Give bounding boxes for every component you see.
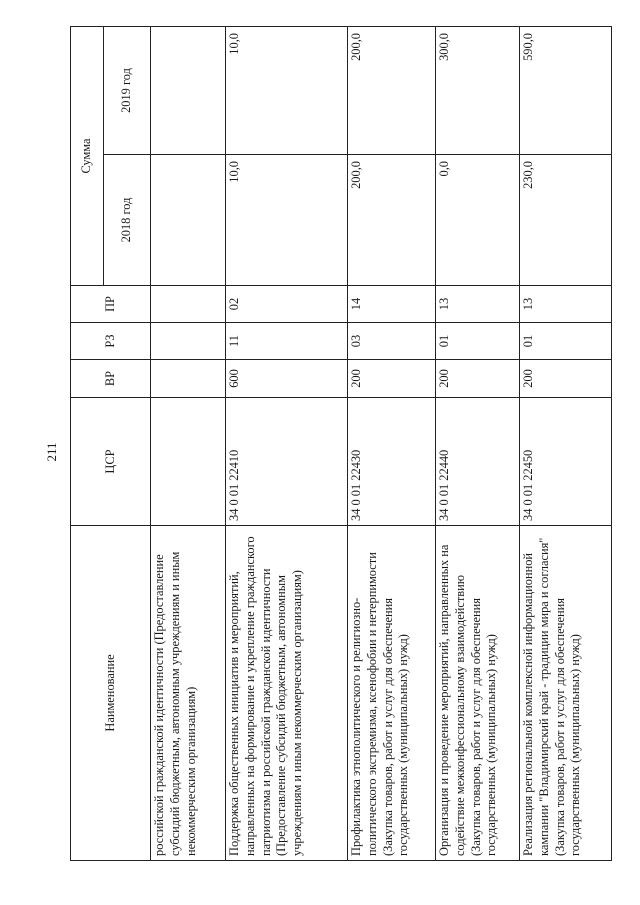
row-pr: 13	[436, 286, 520, 323]
budget-table	[70, 26, 612, 861]
row-name: Профилактика этнополитического и религиозно-политического экстремизма, ксенофобии и нетерпимости (Закупка товаров, работ и услуг для обеспечения государственных (муниципальных) нужд)	[348, 526, 436, 861]
row-pr	[151, 286, 226, 323]
header-name: Наименование	[71, 526, 151, 861]
header-2019: 2019 год	[104, 27, 151, 155]
row-2018	[151, 155, 226, 286]
row-2019: 590,0	[520, 27, 612, 155]
row-2019: 10,0	[226, 27, 348, 155]
row-2018: 10,0	[226, 155, 348, 286]
row-name: российской гражданской идентичности (Предоставление субсидий бюджетным, автономным учреждениям и иным некоммерческим организациям)	[151, 526, 226, 861]
row-csr: 34 0 01 22440	[436, 398, 520, 526]
row-vr: 600	[226, 360, 348, 398]
page-number: 211	[44, 442, 59, 462]
row-pr: 13	[520, 286, 612, 323]
row-name: Организация и проведение мероприятий, направленных на содействие межконфессиональному взаимодействию (Закупка товаров, работ и услуг для обеспечения государственных (муниципальных) нужд)	[436, 526, 520, 861]
table-row	[520, 27, 612, 861]
row-rz: 01	[436, 323, 520, 360]
table-row	[436, 27, 520, 861]
row-2018: 0,0	[436, 155, 520, 286]
header-row-1	[71, 27, 104, 861]
row-2019: 200,0	[348, 27, 436, 155]
header-sum: Сумма	[71, 27, 104, 286]
table-row	[226, 27, 348, 861]
row-pr: 14	[348, 286, 436, 323]
row-csr: 34 0 01 22410	[226, 398, 348, 526]
row-name: Поддержка общественных инициатив и мероприятий, направленных на формирование и укрепление гражданского патриотизма и российской гражданской идентичности (Предоставление субсидий бюджетным, автономным учреждениям и иным некоммерческим организациям)	[226, 526, 348, 861]
row-rz	[151, 323, 226, 360]
row-vr: 200	[348, 360, 436, 398]
header-vr: ВР	[71, 360, 151, 398]
table-row	[151, 27, 226, 861]
row-csr: 34 0 01 22430	[348, 398, 436, 526]
row-2018: 200,0	[348, 155, 436, 286]
row-csr	[151, 398, 226, 526]
row-csr: 34 0 01 22450	[520, 398, 612, 526]
row-vr: 200	[520, 360, 612, 398]
row-rz: 03	[348, 323, 436, 360]
header-rz: РЗ	[71, 323, 151, 360]
row-name: Реализация региональной комплексной информационной кампании "Владимирский край - традиции мира и согласия" (Закупка товаров, работ и услуг для обеспечения государственных (муниципальных) нужд)	[520, 526, 612, 861]
row-2018: 230,0	[520, 155, 612, 286]
header-2018: 2018 год	[104, 155, 151, 286]
header-csr: ЦСР	[71, 398, 151, 526]
row-rz: 11	[226, 323, 348, 360]
row-vr	[151, 360, 226, 398]
row-rz: 01	[520, 323, 612, 360]
header-pr: ПР	[71, 286, 151, 323]
row-2019	[151, 27, 226, 155]
row-pr: 02	[226, 286, 348, 323]
row-vr: 200	[436, 360, 520, 398]
row-2019: 300,0	[436, 27, 520, 155]
table-row	[348, 27, 436, 861]
